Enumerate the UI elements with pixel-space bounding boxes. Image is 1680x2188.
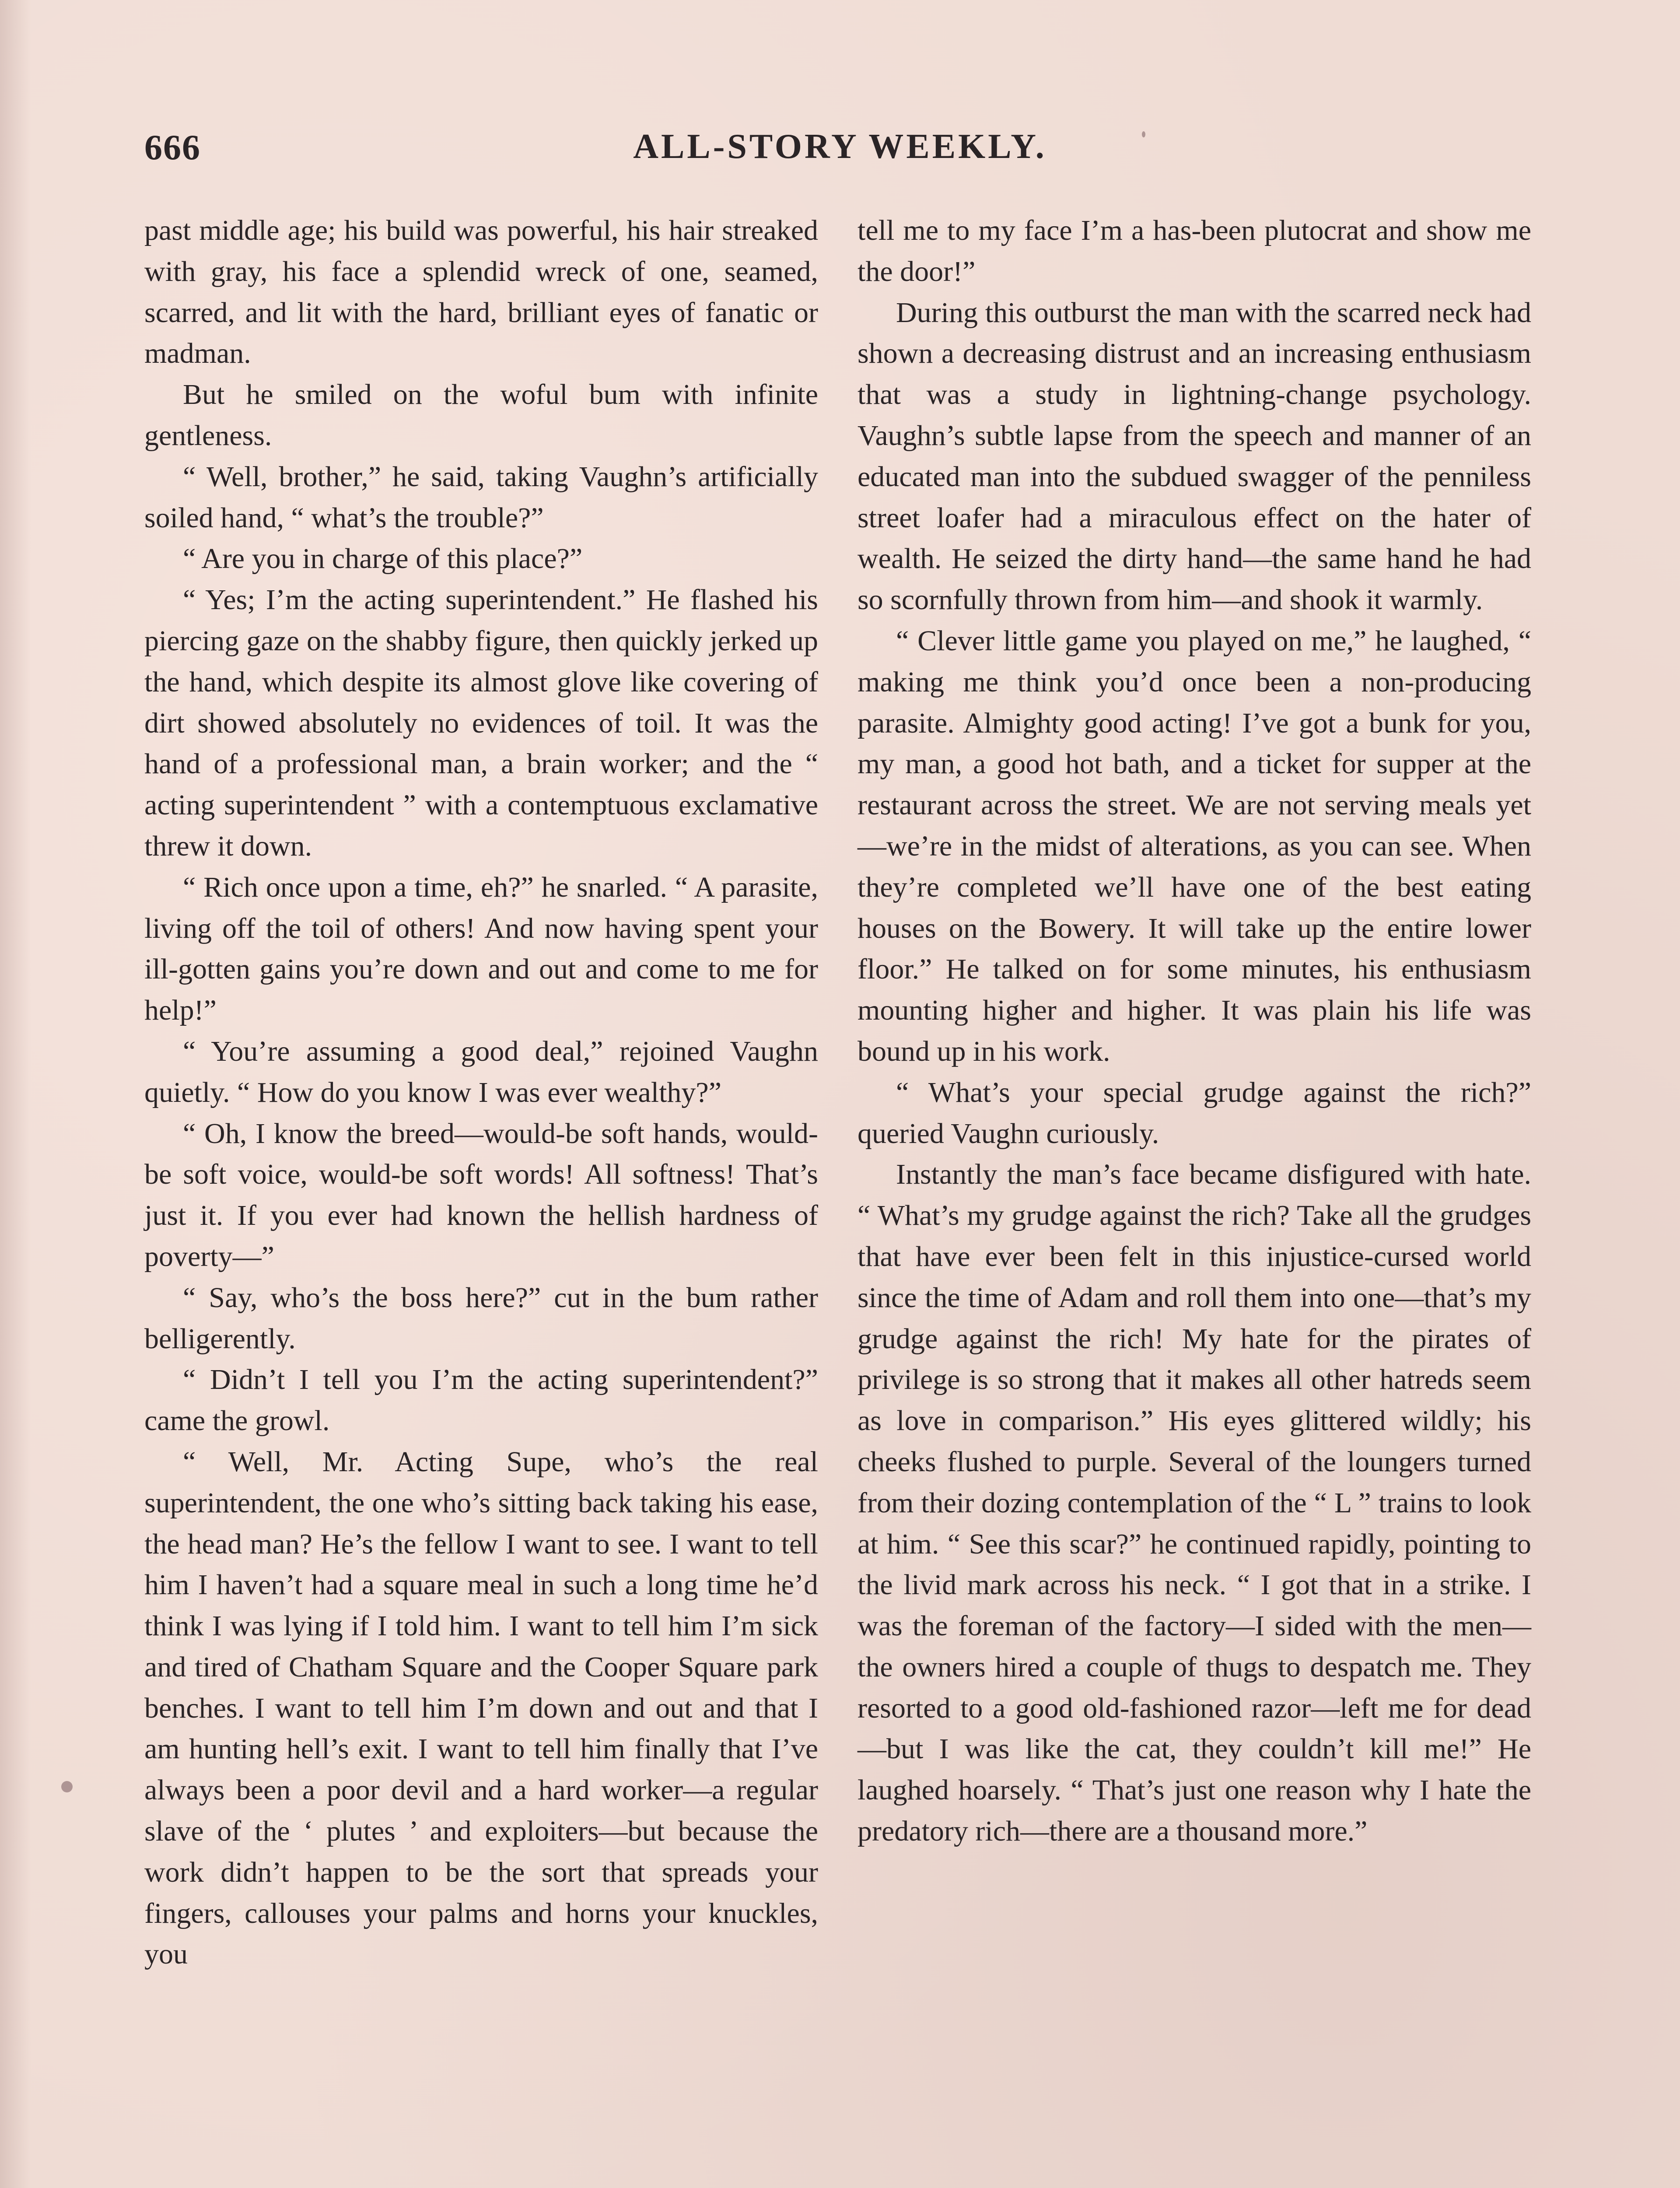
- body-paragraph: “ Well, brother,” he said, taking Vaughn’s artificially soiled hand, “ what’s the trouble?”: [144, 460, 818, 534]
- body-paragraph: “ You’re assuming a good deal,” rejoined Vaughn quietly. “ How do you know I was ever wealthy?”: [144, 1035, 818, 1108]
- paper-speck: [61, 1781, 73, 1792]
- body-paragraph: “ Are you in charge of this place?”: [183, 543, 583, 575]
- body-paragraph: “ Didn’t I tell you I’m the acting superintendent?” came the growl.: [144, 1364, 818, 1437]
- body-paragraph: tell me to my face I’m a has-been plutocrat and show me the door!”: [858, 214, 1531, 288]
- right-text-column: [858, 210, 1531, 1852]
- body-paragraph: During this outburst the man with the scarred neck had shown a decreasing distrust and an increasing enthusiasm that was a study in lightning-change psychology. Vaughn’s subtle lapse from the speech and manner of an educated man into the subdued swagger of the penniless street loafer had a miraculous effect on the hater of wealth. He seized the dirty hand—the same hand he had so scornfully thrown from him—and shook it warmly.: [858, 296, 1531, 616]
- body-paragraph: “ Yes; I’m the acting superintendent.” He flashed his piercing gaze on the shabby figure, then quickly jerked up the hand, which despite its almost glove like covering of dirt showed absolutely no evidences of toil. It was the hand of a professional man, a brain worker; and the “ acting superintendent ” with a contemptuous exclamative threw it down.: [144, 584, 818, 862]
- body-paragraph: past middle age; his build was powerful, his hair streaked with gray, his face a splendid wreck of one, seamed, scarred, and lit with the hard, brilliant eyes of fanatic or madman.: [144, 214, 818, 370]
- body-paragraph: “ Rich once upon a time, eh?” he snarled. “ A parasite, living off the toil of others! And now having spent your ill-gotten gains you’re down and out and come to me for help!”: [144, 871, 818, 1027]
- page-number: 666: [144, 127, 201, 167]
- body-paragraph: “ Clever little game you played on me,” he laughed, “ making me think you’d once been a non-producing parasite. Almighty good acting! I’ve got a bunk for you, my man, a good hot bath, and a ticket for supper at the restaurant across the street. We are not serving meals yet—we’re in the midst of alterations, as you can see. When they’re completed we’ll have one of the best eating houses on the Bowery. It will take up the entire lower floor.” He talked on for some minutes, his enthusiasm mounting higher and higher. It was plain his life was bound up in his work.: [858, 624, 1531, 1067]
- page-header: [144, 127, 1536, 179]
- body-paragraph: “ Oh, I know the breed—would-be soft hands, would-be soft voice, would-be soft words! All softness! That’s just it. If you ever had known the hellish hardness of poverty—”: [144, 1117, 818, 1273]
- page-edge-shadow-left: [0, 0, 31, 2188]
- body-paragraph: “ What’s your special grudge against the rich?” queried Vaughn curiously.: [858, 1076, 1531, 1150]
- body-paragraph: Instantly the man’s face became disfigured with hate. “ What’s my grudge against the rich? Take all the grudges that have ever been felt in this injustice-cursed world since the time of Adam and roll them into one—that’s my grudge against the rich! My hate for the pirates of privilege is so strong that it makes all other hatreds seem as love in comparison.” His eyes glittered wildly; his cheeks flushed to purple. Several of the loungers turned from their dozing contemplation of the “ L ” trains to look at him. “ See this scar?” he continued rapidly, pointing to the livid mark across his neck. “ I got that in a strike. I was the foreman of the factory—I sided with the men—the owners hired a couple of thugs to despatch me. They resorted to a good old-fashioned razor—left me for dead—but I was like the cat, they couldn’t kill me!” He laughed hoarsely. “ That’s just one reason why I hate the predatory rich—there are a thousand more.”: [858, 1158, 1531, 1848]
- left-text-column: [144, 210, 818, 1975]
- running-head-title: ALL-STORY WEEKLY.: [633, 127, 1047, 166]
- body-paragraph: “ Say, who’s the boss here?” cut in the bum rather belligerently.: [144, 1281, 818, 1355]
- body-paragraph: “ Well, Mr. Acting Supe, who’s the real superintendent, the one who’s sitting back taking his ease, the head man? He’s the fellow I want to see. I want to tell him I haven’t had a square meal in such a long time he’d think I was lying if I told him. I want to tell him I’m sick and tired of Chatham Square and the Cooper Square park benches. I want to tell him I’m down and out and that I am hunting hell’s exit. I want to tell him finally that I’ve always been a poor devil and a hard worker—a regular slave of the ‘ plutes ’ and exploiters—but because the work didn’t happen to be the sort that spreads your fingers, callouses your palms and horns your knuckles, you: [144, 1445, 818, 1971]
- body-paragraph: But he smiled on the woful bum with infinite gentleness.: [144, 379, 818, 452]
